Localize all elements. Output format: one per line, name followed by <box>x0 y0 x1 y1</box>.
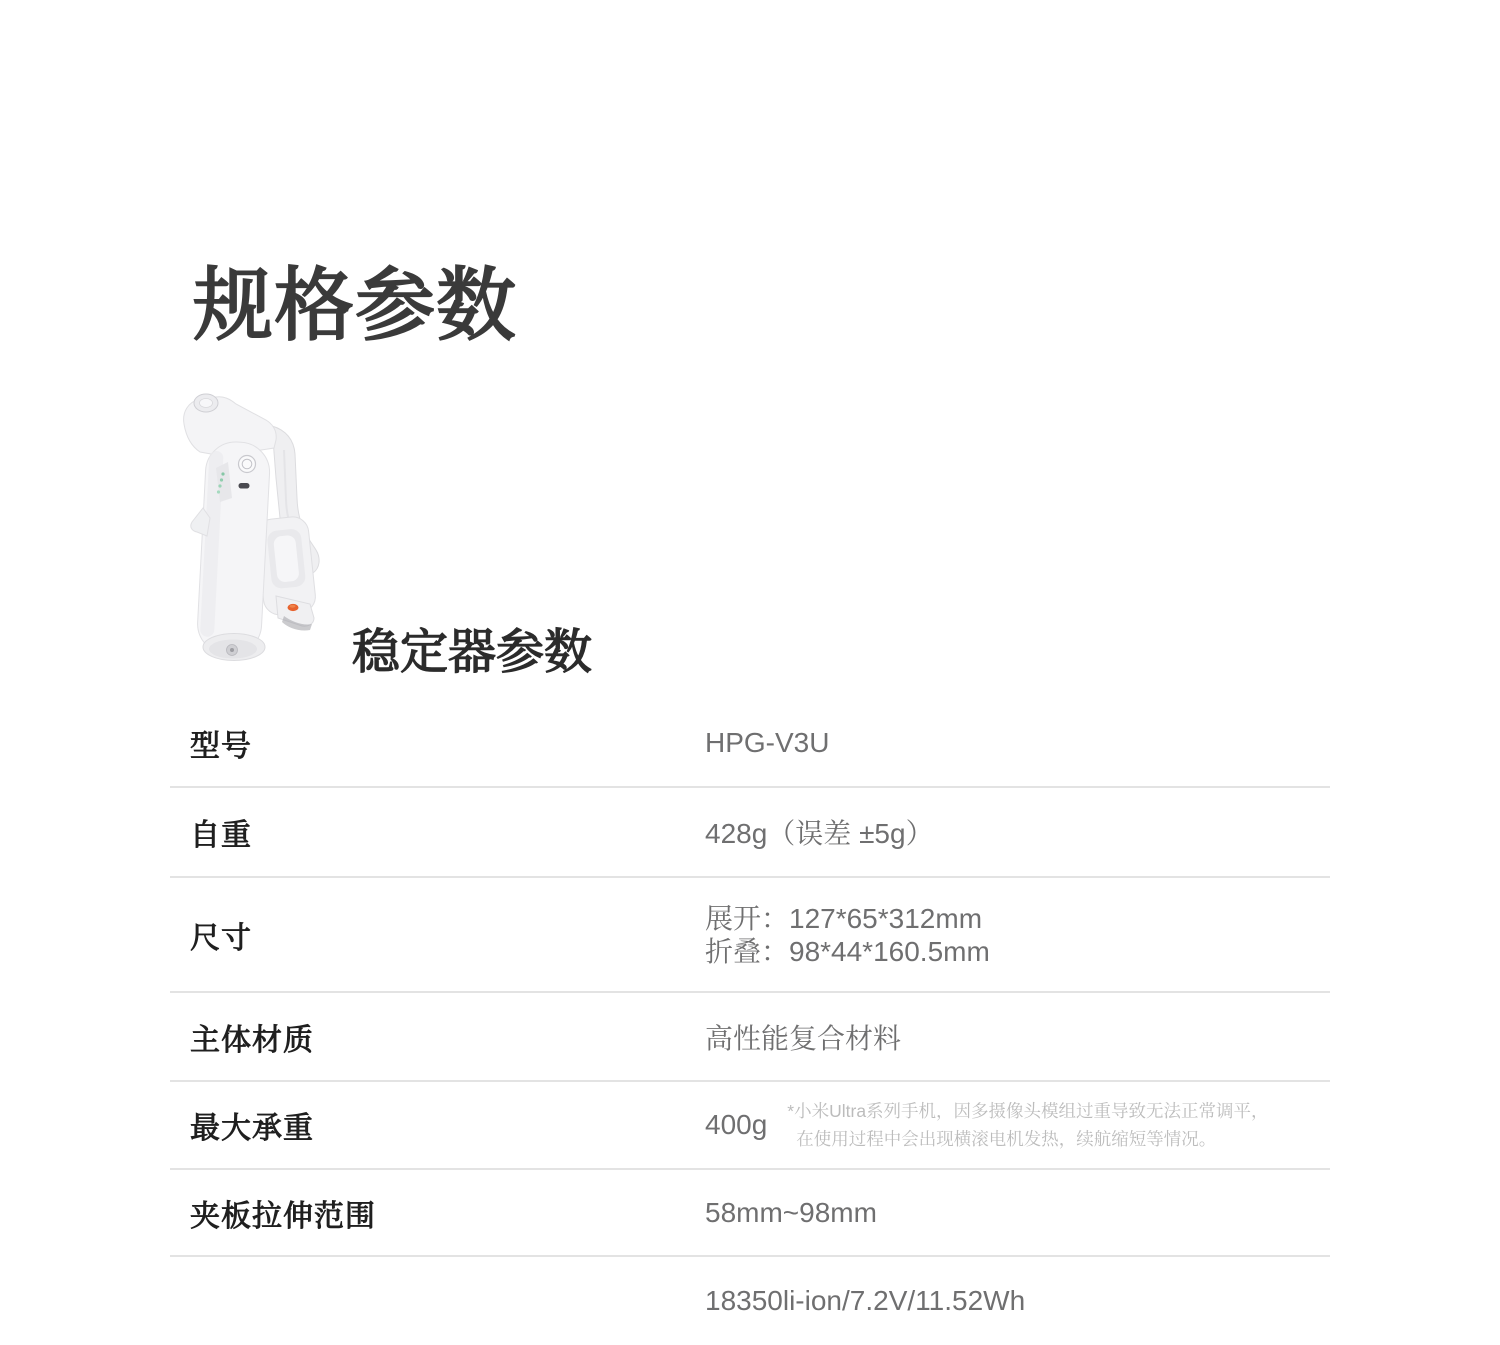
section-title: 稳定器参数 <box>352 625 593 679</box>
spec-value <box>705 902 990 968</box>
footnote-line: *小米Ultra系列手机，因多摄像头模组过重导致无法正常调平， <box>787 1101 1269 1121</box>
spec-label: 自重 <box>190 819 252 852</box>
spec-row-material <box>170 993 1330 1082</box>
spec-row-dimensions <box>170 878 1330 993</box>
spec-value: 428g（误差 ±5g） <box>705 818 934 849</box>
spec-row-weight <box>170 788 1330 878</box>
spec-value: 58mm~98mm <box>705 1196 877 1228</box>
spec-value: 18350li-ion/7.2V/11.52Wh <box>705 1285 1026 1316</box>
page-title: 规格参数 <box>193 260 517 350</box>
spec-table <box>170 700 1330 1345</box>
spec-label: 尺寸 <box>190 921 252 955</box>
gimbal-handle <box>196 440 271 655</box>
spec-label: 夹板拉伸范围 <box>190 1199 376 1233</box>
gimbal-axis-knob <box>194 394 218 412</box>
spec-row-battery <box>170 1257 1330 1345</box>
spec-label: 主体材质 <box>190 1023 314 1057</box>
spec-value <box>705 1097 1269 1153</box>
spec-label: 型号 <box>190 730 252 763</box>
gimbal-illustration <box>163 390 335 670</box>
max-load-value: 400g <box>705 1109 768 1140</box>
spec-row-clamp-range <box>170 1170 1330 1257</box>
spec-label: 最大承重 <box>190 1112 314 1145</box>
spec-value: 高性能复合材料 <box>705 1022 902 1054</box>
footnote-line: 在使用过程中会出现横滚电机发热，续航缩短等情况。 <box>796 1129 1217 1149</box>
power-button-icon <box>239 456 256 473</box>
product-image <box>163 390 335 670</box>
max-load-footnote <box>787 1097 1268 1153</box>
spec-value: HPG-V3U <box>705 727 830 758</box>
usb-c-port-icon <box>239 483 250 489</box>
spec-row-model <box>170 700 1330 788</box>
spec-row-max-load <box>170 1082 1330 1170</box>
orange-trigger-button <box>288 604 299 611</box>
dimension-unfolded: 展开：127*65*312mm <box>705 902 983 934</box>
handle-bottom-cap <box>203 634 265 661</box>
dimension-folded: 折叠：98*44*160.5mm <box>705 935 990 967</box>
